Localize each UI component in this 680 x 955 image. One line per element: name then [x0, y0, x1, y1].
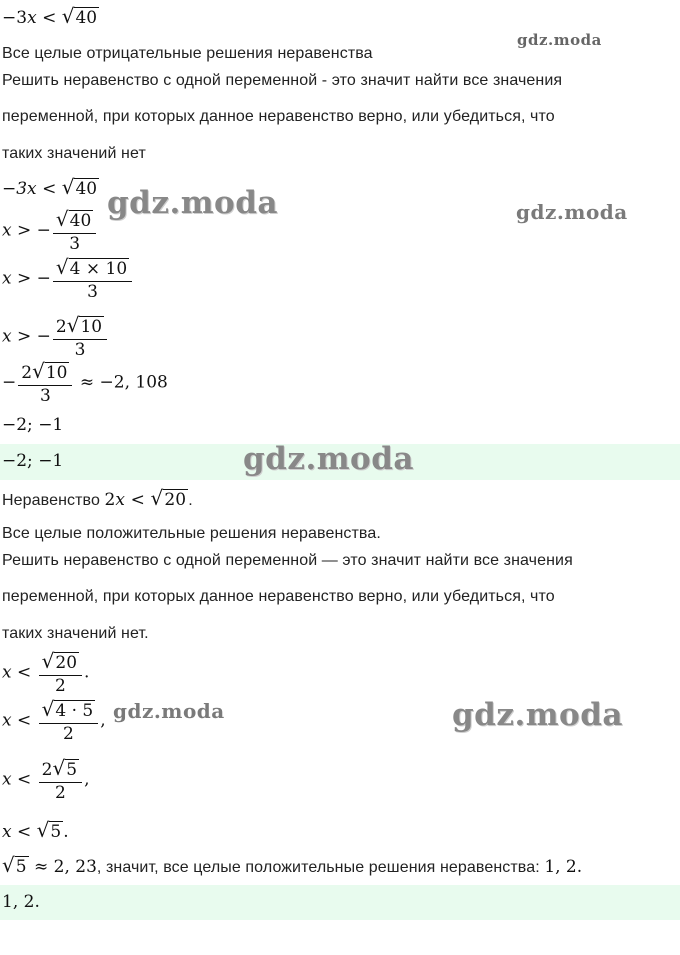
solution-step: x < √5 . — [2, 818, 69, 842]
explanation-line: Решить неравенство с одной переменной - это значит найти все значения — [2, 72, 563, 89]
conclusion: √5 ≈ 2, 23, значит, все целые положительные решения неравенства: 1, 2. — [2, 853, 583, 877]
solution-step: x > − $\frac{√4 \times 10}{3}$ — [2, 256, 134, 302]
solution-step: x > − $\frac{2√10}{3}$ — [2, 314, 109, 360]
watermark: gdz.moda — [113, 699, 225, 723]
watermark: gdz.moda — [517, 31, 602, 49]
watermark: gdz.moda — [107, 185, 278, 221]
integer-solutions: −2; −1 — [2, 415, 64, 435]
answer-1: −2; −1 — [2, 451, 64, 471]
explanation-line: таких значений нет — [2, 145, 146, 162]
explanation-line: Решить неравенство с одной переменной — это значит найти все значения — [2, 552, 573, 569]
solution-step: x < $\frac{√20}{2}$ . — [2, 649, 90, 696]
solution-step: − $\frac{2√10}{3}$ ≈ −2, 108 — [2, 359, 168, 406]
watermark: gdz.moda — [243, 441, 414, 477]
explanation-line: переменной, при которых данное неравенство верно, или убедиться, что — [2, 588, 555, 605]
problem-statement: Неравенство 2x < √20 . — [2, 486, 193, 510]
solution-step: x < $\frac{2√5}{2}$ , — [2, 756, 90, 803]
problem-statement: Все целые положительные решения неравенства. — [2, 525, 381, 542]
solution-step: −3x < √40 — [2, 175, 98, 199]
watermark: gdz.moda — [452, 697, 623, 733]
explanation-line: переменной, при которых данное неравенство верно, или убедиться, что — [2, 108, 555, 125]
inequality-header: −3x < √40 — [2, 4, 98, 28]
answer-2: 1, 2. — [2, 892, 40, 912]
answer-band-2 — [0, 885, 680, 920]
problem-statement: Все целые отрицательные решения неравенства — [2, 45, 373, 62]
solution-step: x > − $\frac{√40}{3}$ — [2, 208, 98, 254]
explanation-line: таких значений нет. — [2, 625, 149, 642]
watermark: gdz.moda — [516, 200, 628, 224]
solution-step: x < $\frac{√4 \cdot 5}{2}$ , — [2, 697, 106, 744]
